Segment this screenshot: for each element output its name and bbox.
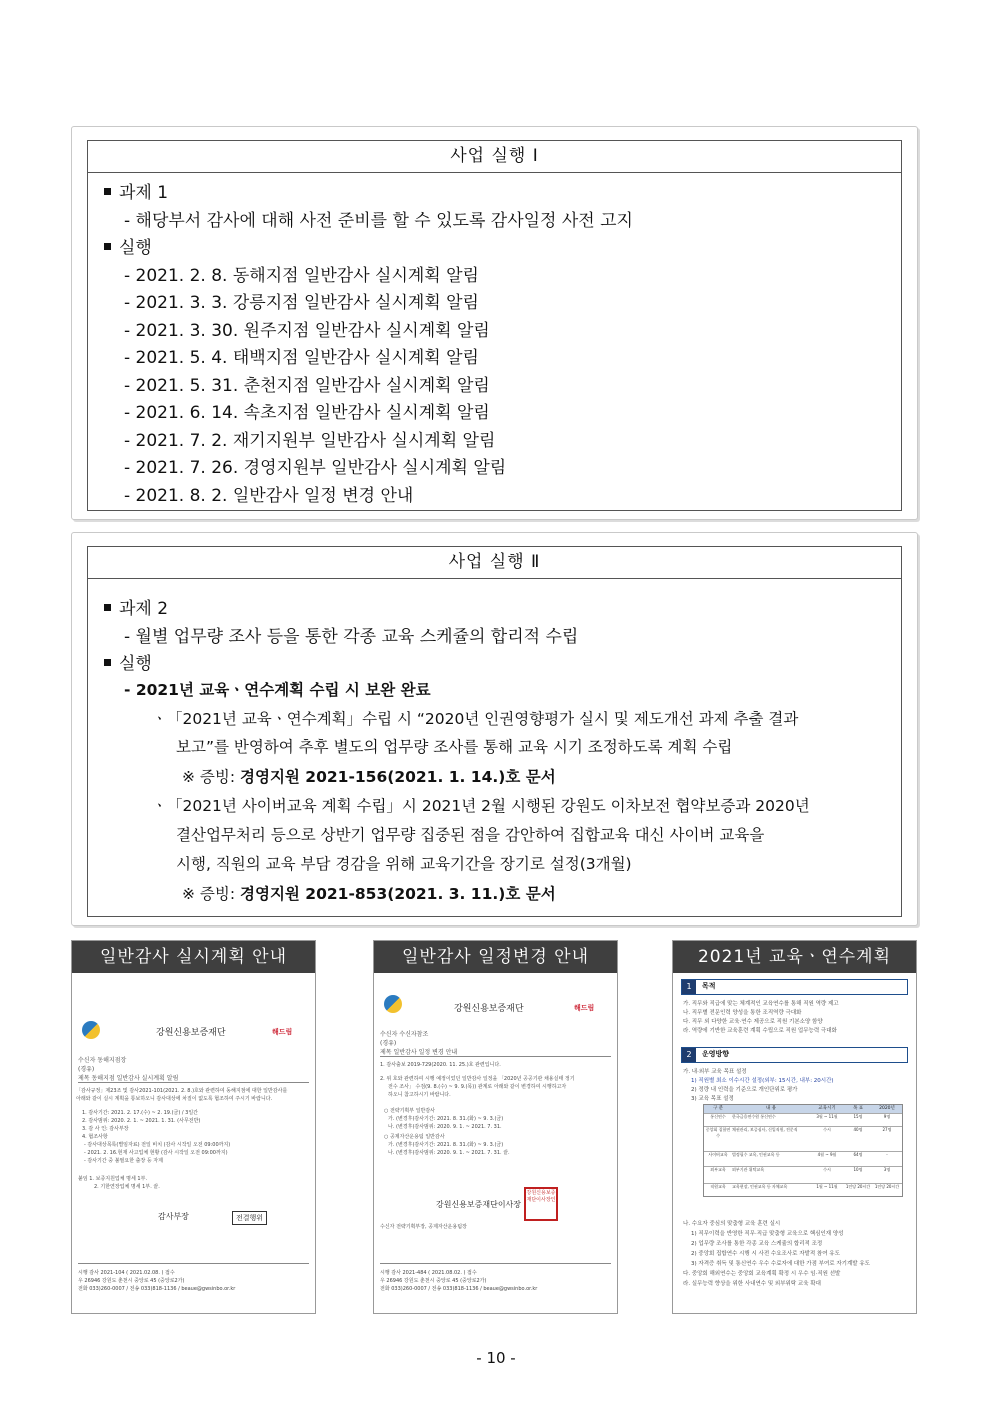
doc-text: 3) 교육 목표 설정 bbox=[691, 1096, 734, 1102]
plan-section-2-heading: 2 운영방향 bbox=[681, 1047, 908, 1063]
doc-text: 나. (변경후)감사범위: 2020. 9. 1. ~ 2021. 7. 31. bbox=[388, 1124, 502, 1130]
table-row: 통신연수 한국금융연수원 통신연수 3월 ~ 11월 15명 9명 bbox=[704, 1113, 902, 1126]
card-2-document-thumbnail bbox=[374, 973, 617, 1313]
doc-text: 1. 감사기간: 2021. 2. 17.(수) ~ 2. 19.(금) / 3일간 bbox=[82, 1110, 199, 1116]
doc-text: 나. (변경후)감사범위: 2020. 9. 1. ~ 2021. 7. 31. 끝. bbox=[388, 1150, 510, 1156]
doc-text: 제목 일반감사 일정 변경 안내 bbox=[380, 1049, 458, 1056]
execution-item: - 2021. 3. 3. 강릉지점 일반감사 실시계획 알림 bbox=[124, 293, 479, 313]
doc-text: 우 26946 강원도 춘천시 중앙로 45 (중앙로2가) bbox=[380, 1278, 487, 1284]
table-row: 중앙회 집합연수 채권관리, 보증심사, 신입직원, 전문직 수시 40명 27명 bbox=[704, 1126, 902, 1151]
doc-text: 나. 직무별 전문인력 양성을 통한 조직역량 극대화 bbox=[683, 1010, 802, 1016]
doc-signer: 감사부장 bbox=[158, 1212, 189, 1221]
doc-signer: 강원신용보증재단이사장 bbox=[436, 1200, 522, 1209]
doc-text: 2) 업무량 조사를 통한 각종 교육 스케쥴의 합리적 조정 bbox=[691, 1241, 823, 1247]
doc-text: 전화 033)260-0007 / 전송 033)818-1136 / beaue@gwsinbo.or.kr bbox=[380, 1286, 538, 1292]
doc-text: 아래와 같이 실시 계획을 통보하오니 감사대상에 차질이 없도록 협조하여 주시기 바랍니다. bbox=[76, 1096, 273, 1102]
official-seal-icon: 강원신용보증재단이사장인 bbox=[524, 1187, 558, 1221]
execution-item: - 2021. 3. 30. 원주지점 일반감사 실시계획 알림 bbox=[124, 321, 490, 341]
training-goal-table bbox=[703, 1104, 903, 1197]
table-header-row: 구 분 내 용 교육시기 목 표 2020년 bbox=[704, 1105, 902, 1113]
doc-text: 2. 위 호와 관련하여 시행 예정이었던 일반감사 일정을 「2020년 공공기관 채용실태 정기 bbox=[380, 1076, 575, 1082]
execution-1-label: 실행 bbox=[104, 233, 152, 258]
doc-text: 3. 감 사 인: 감사부장 bbox=[82, 1126, 129, 1132]
section-1-frame bbox=[87, 140, 902, 511]
doc-text: 우 26946 강원도 춘천시 중앙로 45 (중앙로2가) bbox=[78, 1278, 185, 1284]
card-1-header: 일반감사 실시계획 안내 bbox=[72, 941, 315, 973]
doc-org-name: 강원신용보증재단 bbox=[156, 1028, 226, 1038]
doc-divider bbox=[78, 1082, 309, 1083]
doc-text: 수신자 전략기획부장, 공제자산운용팀장 bbox=[380, 1224, 467, 1230]
square-bullet-icon bbox=[104, 604, 111, 611]
section-business-execution-1 bbox=[71, 126, 918, 520]
doc-text: - 감사기간 중 불필요한 출장 등 자제 bbox=[84, 1158, 163, 1164]
doc-text: 나. 수요자 중심의 맞춤형 교육 훈련 실시 bbox=[683, 1221, 781, 1227]
execution-2-subtitle: - 2021년 교육ㆍ연수계획 수립 시 보완 완료 bbox=[124, 681, 431, 699]
doc-brand: 해드림 bbox=[574, 1004, 595, 1012]
doc-text: 2. 기한연장업체 명세 1부. 끝. bbox=[94, 1184, 160, 1190]
doc-text: 시행 감사 2021-104 ( 2021.02.08. ) 접수 bbox=[78, 1270, 175, 1276]
doc-text: 가. 직무와 직급에 맞는 체계적인 교육연수를 통해 직원 역량 제고 bbox=[683, 1001, 839, 1007]
card-1-document-thumbnail bbox=[72, 973, 315, 1313]
doc-text: 다. 중앙회 해외연수는 중앙회 교육계획 확정 시 우수 임·직원 선발 bbox=[683, 1271, 841, 1277]
table-row: 직원교육 교육현장, 인권교육 등 자체교육 1월 ~ 11월 1인당 20시간 1인당 20시간 bbox=[704, 1183, 902, 1196]
doc-text: 붙임 1. 보증지원업체 명세 1부. bbox=[78, 1176, 148, 1182]
execution-item: - 2021. 8. 2. 일반감사 일정 변경 안내 bbox=[124, 486, 414, 506]
doc-text: 4. 협조사항 bbox=[82, 1134, 108, 1140]
execution-item: - 2021. 7. 26. 경영지원부 일반감사 실시계획 알림 bbox=[124, 458, 507, 478]
card-audit-plan-notice bbox=[71, 940, 316, 1314]
doc-text: 라. 역량에 기반한 교육훈련 계획 수립으로 직원 업무능력 극대화 bbox=[683, 1028, 837, 1034]
doc-divider bbox=[78, 1263, 309, 1264]
execution-item: - 2021. 5. 4. 태백지점 일반감사 실시계획 알림 bbox=[124, 348, 479, 368]
doc-text: ○ 공제자산운용팀 일반감사 bbox=[384, 1134, 445, 1140]
task-1-description: - 해당부서 감사에 대해 사전 준비를 할 수 있도록 감사일정 사전 고지 bbox=[124, 211, 633, 231]
doc-text: - 2021. 2. 16.현재 사고업체 현황 (감사 시작일 오전 09:00까지) bbox=[84, 1150, 228, 1156]
card-2-header: 일반감사 일정변경 안내 bbox=[374, 941, 617, 973]
doc-text: (경유) bbox=[78, 1066, 95, 1073]
execution-2-label: 실행 bbox=[104, 649, 152, 674]
doc-text: 1) 직원별 최소 이수시간 설정(외부: 15시간, 내부: 20시간) bbox=[691, 1078, 834, 1084]
card-audit-schedule-change bbox=[373, 940, 618, 1314]
doc-text: 하오니 참고하시기 바랍니다. bbox=[388, 1092, 451, 1098]
doc-text: 제목 동해지점 일반감사 실시계획 알림 bbox=[78, 1075, 179, 1082]
execution-item: - 2021. 7. 2. 재기지원부 일반감사 실시계획 알림 bbox=[124, 431, 496, 451]
doc-text: ○ 전략기획부 일반감사 bbox=[384, 1108, 436, 1114]
foundation-logo-icon bbox=[82, 1021, 100, 1039]
task-2-description: - 월별 업무량 조사 등을 통한 각종 교육 스케쥴의 합리적 수립 bbox=[124, 627, 579, 647]
doc-text: 시행 감사 2021-484 ( 2021.08.02. ) 접수 bbox=[380, 1270, 477, 1276]
doc-text: 다. 직무 외 다양한 교육·연수 제공으로 직원 기본소양 함양 bbox=[683, 1019, 823, 1025]
square-bullet-icon bbox=[104, 243, 111, 250]
execution-item: - 2021. 6. 14. 속초지점 일반감사 실시계획 알림 bbox=[124, 403, 490, 423]
doc-text: - 감사대상목록(별임자료) 전일 비치 (감사 시작일 오전 09:00까지) bbox=[84, 1142, 231, 1148]
card-training-plan-2021 bbox=[672, 940, 917, 1314]
doc-text: 전수 조사」 수검(9. 8.(수) ~ 9. 9.(목)) 관계로 아래와 같이 변경하여 시행하고자 bbox=[388, 1084, 567, 1090]
plan-paragraph-1-line-2: 보고”를 반영하여 추후 별도의 업무량 조사를 통해 교육 시기 조정하도록 계획 수립 bbox=[176, 738, 733, 756]
task-2-label: 과제 2 bbox=[104, 594, 168, 619]
doc-divider bbox=[380, 1263, 611, 1264]
doc-text: 라. 실무능력 향상을 위한 사내연수 및 외부위탁 교육 확대 bbox=[683, 1281, 821, 1287]
doc-text: 전화 033)260-0007 / 전송 033)818-1136 / beaue@gwsinbo.or.kr bbox=[78, 1286, 236, 1292]
doc-text: 가. 내·외부 교육 목표 설정 bbox=[683, 1069, 747, 1075]
doc-approval-stamp: 전결행위 bbox=[232, 1211, 267, 1225]
plan-paragraph-2-line-2: 결산업무처리 등으로 상반기 업무량 집중된 점을 감안하여 집합교육 대신 사이버 교육을 bbox=[176, 826, 765, 844]
doc-divider bbox=[380, 1056, 611, 1057]
plan-paragraph-2-line-1: ㆍ「2021년 사이버교육 계획 수립」시 2021년 2월 시행된 강원도 이차보전 협약보증과 2020년 bbox=[152, 797, 810, 815]
doc-text: 2. 감사범위: 2020. 2. 1. ~ 2021. 1. 31. (사무전반) bbox=[82, 1118, 201, 1124]
square-bullet-icon bbox=[104, 188, 111, 195]
table-row: 외부교육 외부기관 위탁교육 수시 10명 3명 bbox=[704, 1166, 902, 1183]
section-1-title: 사업 실행 Ⅰ bbox=[88, 141, 901, 173]
doc-text: 1) 직무이력을 반영한 직무·직급 맞춤형 교육으로 핵심인재 양성 bbox=[691, 1231, 844, 1237]
doc-text: (경유) bbox=[380, 1040, 397, 1047]
doc-text: 수신자 동해지점장 bbox=[78, 1057, 127, 1064]
doc-text: 1. 감사출보 2019-729(2020. 11. 25.)호 관련입니다. bbox=[380, 1062, 501, 1068]
doc-brand: 해드림 bbox=[272, 1028, 293, 1036]
execution-item: - 2021. 2. 8. 동해지점 일반감사 실시계획 알림 bbox=[124, 266, 479, 286]
doc-text: 「감사규정」제23조 및 감사2021-101(2021. 2. 8.)호와 관련하여 동해지점에 대한 일반감사를 bbox=[76, 1088, 288, 1094]
doc-text: 가. (변경후)감사기간: 2021. 8. 31.(화) ~ 9. 3.(금) bbox=[388, 1142, 504, 1148]
proof-2: ※ 증빙: 경영지원 2021-853(2021. 3. 11.)호 문서 bbox=[182, 885, 556, 903]
section-2-title: 사업 실행 Ⅱ bbox=[88, 547, 901, 579]
card-3-header: 2021년 교육ㆍ연수계획 bbox=[673, 941, 916, 973]
task-1-label: 과제 1 bbox=[104, 178, 168, 203]
section-business-execution-2 bbox=[71, 532, 918, 926]
foundation-logo-icon bbox=[384, 995, 402, 1013]
square-bullet-icon bbox=[104, 659, 111, 666]
execution-item: - 2021. 5. 31. 춘천지점 일반감사 실시계획 알림 bbox=[124, 376, 490, 396]
doc-text: 3) 자격증 취득 및 통신연수 우수 수료자에 대한 가점 부여로 자기계발 유도 bbox=[691, 1261, 870, 1267]
doc-text: 가. (변경후)감사기간: 2021. 8. 31.(화) ~ 9. 3.(금) bbox=[388, 1116, 504, 1122]
doc-text: 수신자 수신자참조 bbox=[380, 1031, 429, 1038]
proof-1: ※ 증빙: 경영지원 2021-156(2021. 1. 14.)호 문서 bbox=[182, 768, 556, 786]
doc-text: 2) 중앙회 집합연수 시행 시 사전 수요조사로 자발적 참여 유도 bbox=[691, 1251, 840, 1257]
plan-paragraph-2-line-3: 시행, 직원의 교육 부담 경감을 위해 교육기간을 장기로 설정(3개월) bbox=[176, 855, 632, 873]
plan-section-1-heading: 1 목적 bbox=[681, 979, 908, 995]
card-3-document-thumbnail bbox=[673, 973, 916, 1313]
section-2-frame bbox=[87, 546, 902, 917]
plan-paragraph-1-line-1: ㆍ「2021년 교육ㆍ연수계획」수립 시 “2020년 인권영향평가 실시 및 제도개선 과제 추출 결과 bbox=[152, 710, 799, 728]
page-number: - 10 - bbox=[476, 1349, 516, 1367]
doc-text: 2) 정량 내 인력을 기준으로 개인단위로 평가 bbox=[691, 1087, 798, 1093]
doc-org-name: 강원신용보증재단 bbox=[454, 1004, 524, 1014]
table-row: 사이버교육 법정필수 교육, 인권교육 등 4월 ~ 9월 64명 - bbox=[704, 1151, 902, 1166]
